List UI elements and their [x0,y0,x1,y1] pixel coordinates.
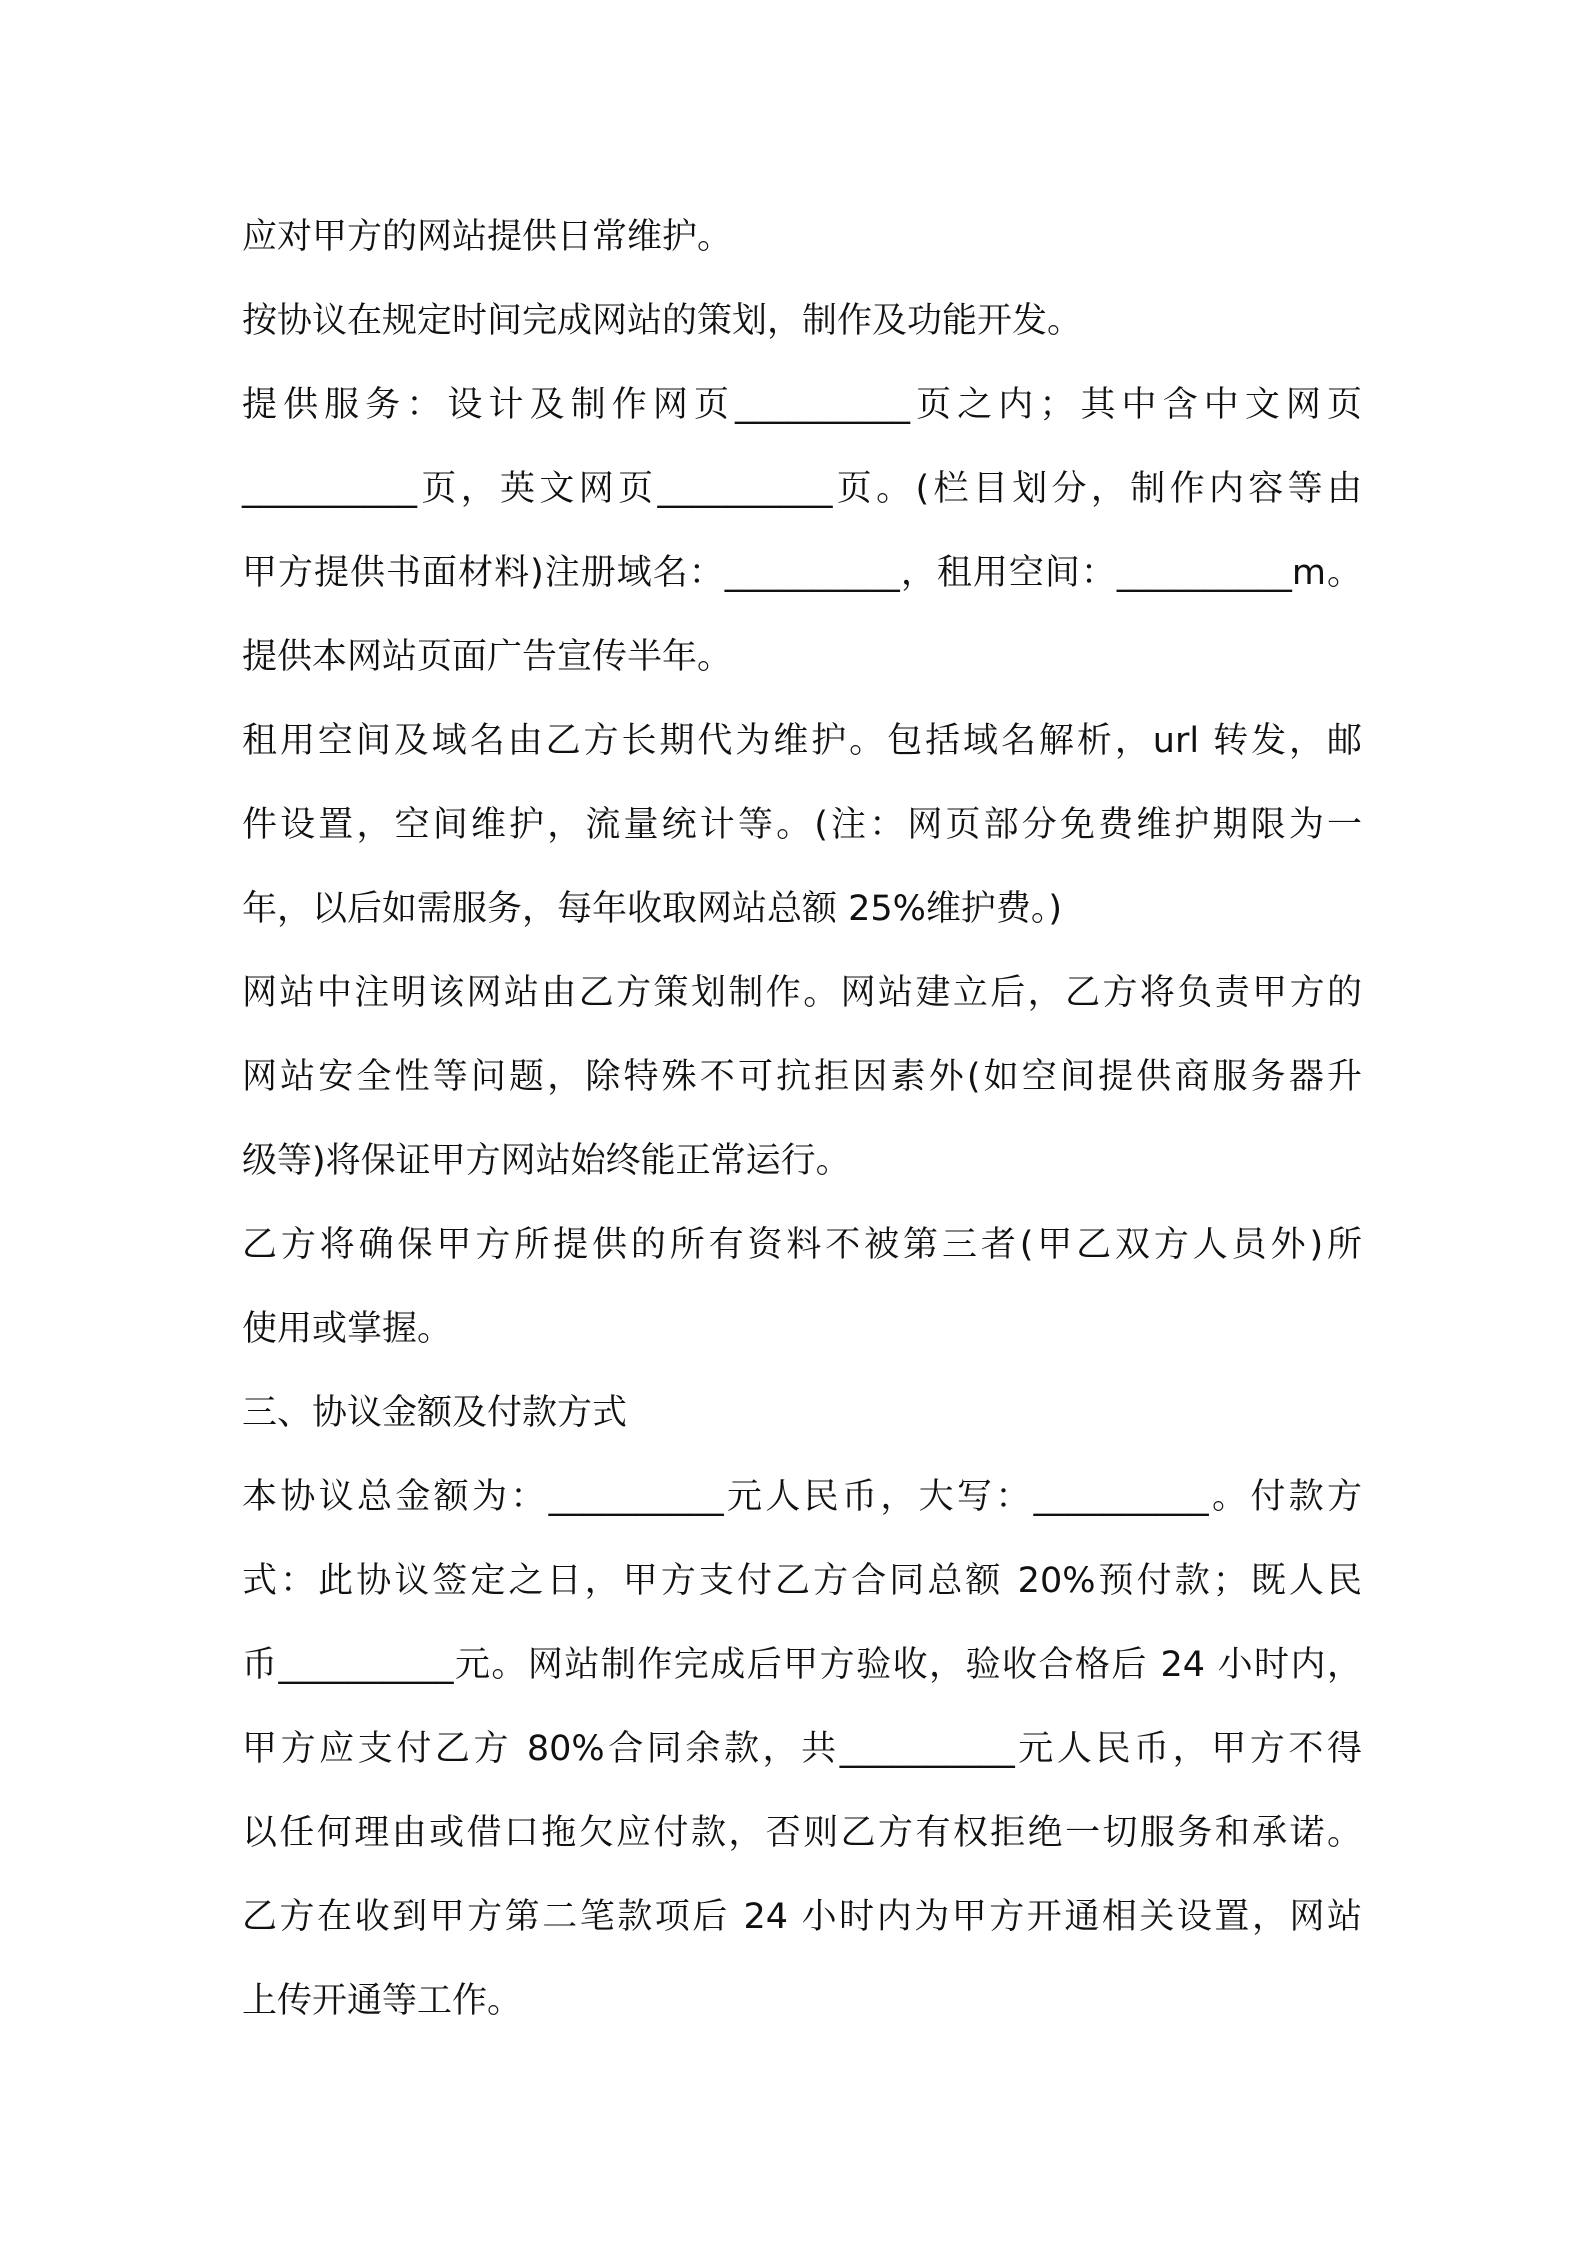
text-line-21: 乙方在收到甲方第二笔款项后 24 小时内为甲方开通相关设置，网站 [242,1897,1362,1937]
document-body [242,195,1362,2043]
text-line-13: 乙方将确保甲方所提供的所有资料不被第三者(甲乙双方人员外)所 [242,1225,1362,1265]
text-line-3: 提供服务：设计及制作网页__________页之内；其中含中文网页 [242,385,1362,425]
text-line-18: 币__________元。网站制作完成后甲方验收，验收合格后 24 小时内， [242,1645,1362,1685]
text-line-4: __________页，英文网页__________页。(栏目划分，制作内容等由 [242,469,1362,509]
text-line-8: 件设置，空间维护，流量统计等。(注：网页部分免费维护期限为一 [242,805,1362,845]
text-line-9: 年，以后如需服务，每年收取网站总额 25%维护费。) [242,889,1063,929]
text-line-10: 网站中注明该网站由乙方策划制作。网站建立后，乙方将负责甲方的 [242,973,1362,1013]
text-line-22: 上传开通等工作。 [242,1981,523,2021]
text-line-20: 以任何理由或借口拖欠应付款，否则乙方有权拒绝一切服务和承诺。 [242,1813,1362,1853]
text-line-14: 使用或掌握。 [242,1309,453,1349]
text-line-6: 提供本网站页面广告宣传半年。 [242,637,733,677]
text-line-7: 租用空间及域名由乙方长期代为维护。包括域名解析，url 转发，邮 [242,721,1362,761]
text-line-5: 甲方提供书面材料)注册域名：__________，租用空间：__________m。 [242,553,1362,593]
text-line-12: 级等)将保证甲方网站始终能正常运行。 [242,1141,851,1181]
text-line-1: 应对甲方的网站提供日常维护。 [242,217,733,257]
text-line-2: 按协议在规定时间完成网站的策划，制作及功能开发。 [242,301,1083,341]
text-line-19: 甲方应支付乙方 80%合同余款，共__________元人民币，甲方不得 [242,1729,1362,1769]
text-line-17: 式：此协议签定之日，甲方支付乙方合同总额 20%预付款；既人民 [242,1561,1362,1601]
text-line-16: 本协议总金额为：__________元人民币，大写：__________。付款方 [242,1477,1362,1517]
text-line-11: 网站安全性等问题，除特殊不可抗拒因素外(如空间提供商服务器升 [242,1057,1362,1097]
section-heading: 三、协议金额及付款方式 [242,1393,628,1433]
